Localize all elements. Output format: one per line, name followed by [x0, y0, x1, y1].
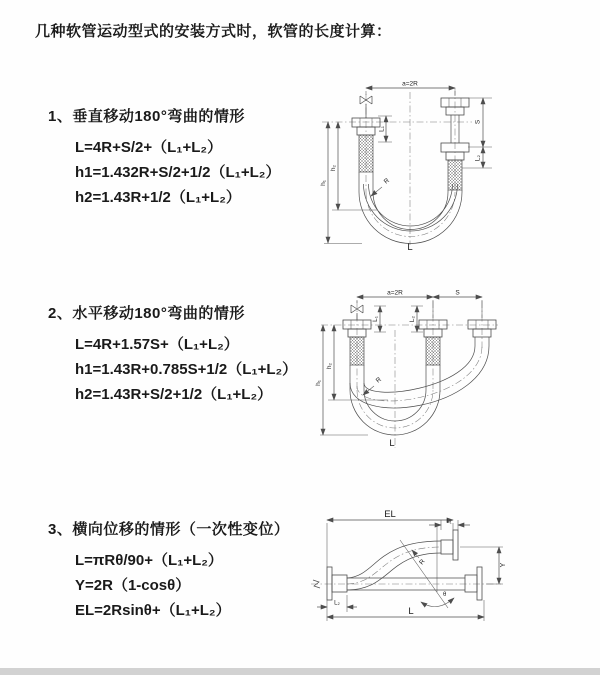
- dimension-y: [460, 547, 507, 584]
- dim-label-a2r: a=2R: [402, 80, 418, 88]
- dim-label-l2: L₂: [409, 315, 416, 323]
- section-vertical-bend: [48, 108, 280, 210]
- radius-callout: [371, 177, 391, 196]
- formula-h1: h1=1.432R+S/2+1/2（L₁+L₂）: [75, 164, 281, 181]
- dimension-a2r: [357, 290, 482, 319]
- section-1-formulas: [75, 135, 280, 210]
- s-curve-hose: [347, 541, 441, 590]
- section-horizontal-bend: [48, 305, 297, 407]
- section-2-heading: 2、水平移动180°弯曲的情形: [48, 305, 245, 322]
- dim-label-el: EL: [384, 509, 396, 520]
- dim-label-h2: h₂: [326, 362, 333, 370]
- formula-l: L=4R+1.57S+（L₁+L₂）: [75, 336, 239, 353]
- section-lateral-displacement: [48, 521, 289, 623]
- right-flange: [465, 567, 482, 600]
- formula-h2: h2=1.43R+1/2（L₁+L₂）: [75, 189, 241, 206]
- length-label: L: [407, 242, 413, 253]
- formula-el: EL=2Rsinθ+（L₁+L₂）: [75, 602, 231, 619]
- diagram-horizontal-bend: [315, 288, 503, 460]
- radius-label: R: [382, 177, 391, 186]
- formula-l: L=4R+S/2+（L₁+L₂）: [75, 139, 223, 156]
- formula-h1: h1=1.43R+0.785S+1/2（L₁+L₂）: [75, 361, 298, 378]
- dimension-l: [327, 600, 484, 621]
- dimension-l2: [475, 147, 484, 168]
- braided-hose: [359, 135, 373, 172]
- dimension-a2r: [366, 81, 455, 97]
- section-1-heading: 1、垂直移动180°弯曲的情形: [48, 108, 245, 125]
- radius-label: R: [374, 376, 383, 385]
- length-label: L: [389, 438, 395, 449]
- fittings: [343, 320, 496, 365]
- radius-callout: [412, 550, 427, 566]
- dim-label-s: S: [455, 289, 460, 297]
- dimension-l2: [317, 595, 357, 612]
- left-flange: [327, 567, 347, 600]
- dim-label-l1: L₁: [378, 126, 386, 132]
- dim-label-y: Y: [500, 562, 507, 568]
- diagram-lateral-displacement: [303, 503, 513, 633]
- u-bend-hose: [359, 172, 462, 244]
- section-2-formulas: [75, 332, 297, 407]
- braided-hose: [448, 160, 462, 190]
- dimension-l1: [372, 306, 386, 332]
- dim-label-l1: L₁: [446, 519, 452, 525]
- dim-label-l2: L₂: [334, 600, 340, 607]
- angle-label: θ: [443, 592, 447, 598]
- dim-label-l1: L₁: [372, 316, 379, 322]
- dimension-s: [433, 290, 482, 298]
- section-3-heading: 3、横向位移的情形（一次性变位）: [48, 521, 290, 538]
- braided-hose: [350, 337, 364, 365]
- centerlines: [311, 547, 501, 584]
- dimension-el: [327, 509, 453, 567]
- diagram-vertical-bend: [320, 80, 502, 252]
- dimension-l2: [409, 306, 423, 332]
- page-bottom-edge: [0, 668, 600, 675]
- dim-label-s: S: [474, 119, 482, 125]
- dimension-h1: [320, 122, 362, 244]
- dim-label-a2r: a=2R: [387, 289, 403, 297]
- dim-label-h1: h₁: [320, 180, 327, 186]
- angle-construction: [400, 525, 454, 608]
- formula-h2: h2=1.43R+S/2+1/2（L₁+L₂）: [75, 386, 273, 403]
- braided-hose: [426, 337, 440, 365]
- dim-label-l2: L₂: [474, 154, 482, 162]
- radius-label: R: [418, 558, 427, 567]
- upper-flange: [441, 530, 458, 560]
- dimension-l1: [429, 519, 470, 530]
- section-3-formulas: [75, 548, 289, 623]
- formula-l: L=πRθ/90+（L₁+L₂）: [75, 552, 223, 569]
- formula-y: Y=2R（1-cosθ）: [75, 577, 191, 594]
- dim-label-h1: h₁: [315, 380, 322, 386]
- dim-label-l: L: [408, 606, 414, 617]
- dim-label-h2: h₂: [330, 164, 337, 172]
- page-title: 几种软管运动型式的安装方式时，软管的长度计算：: [35, 23, 392, 40]
